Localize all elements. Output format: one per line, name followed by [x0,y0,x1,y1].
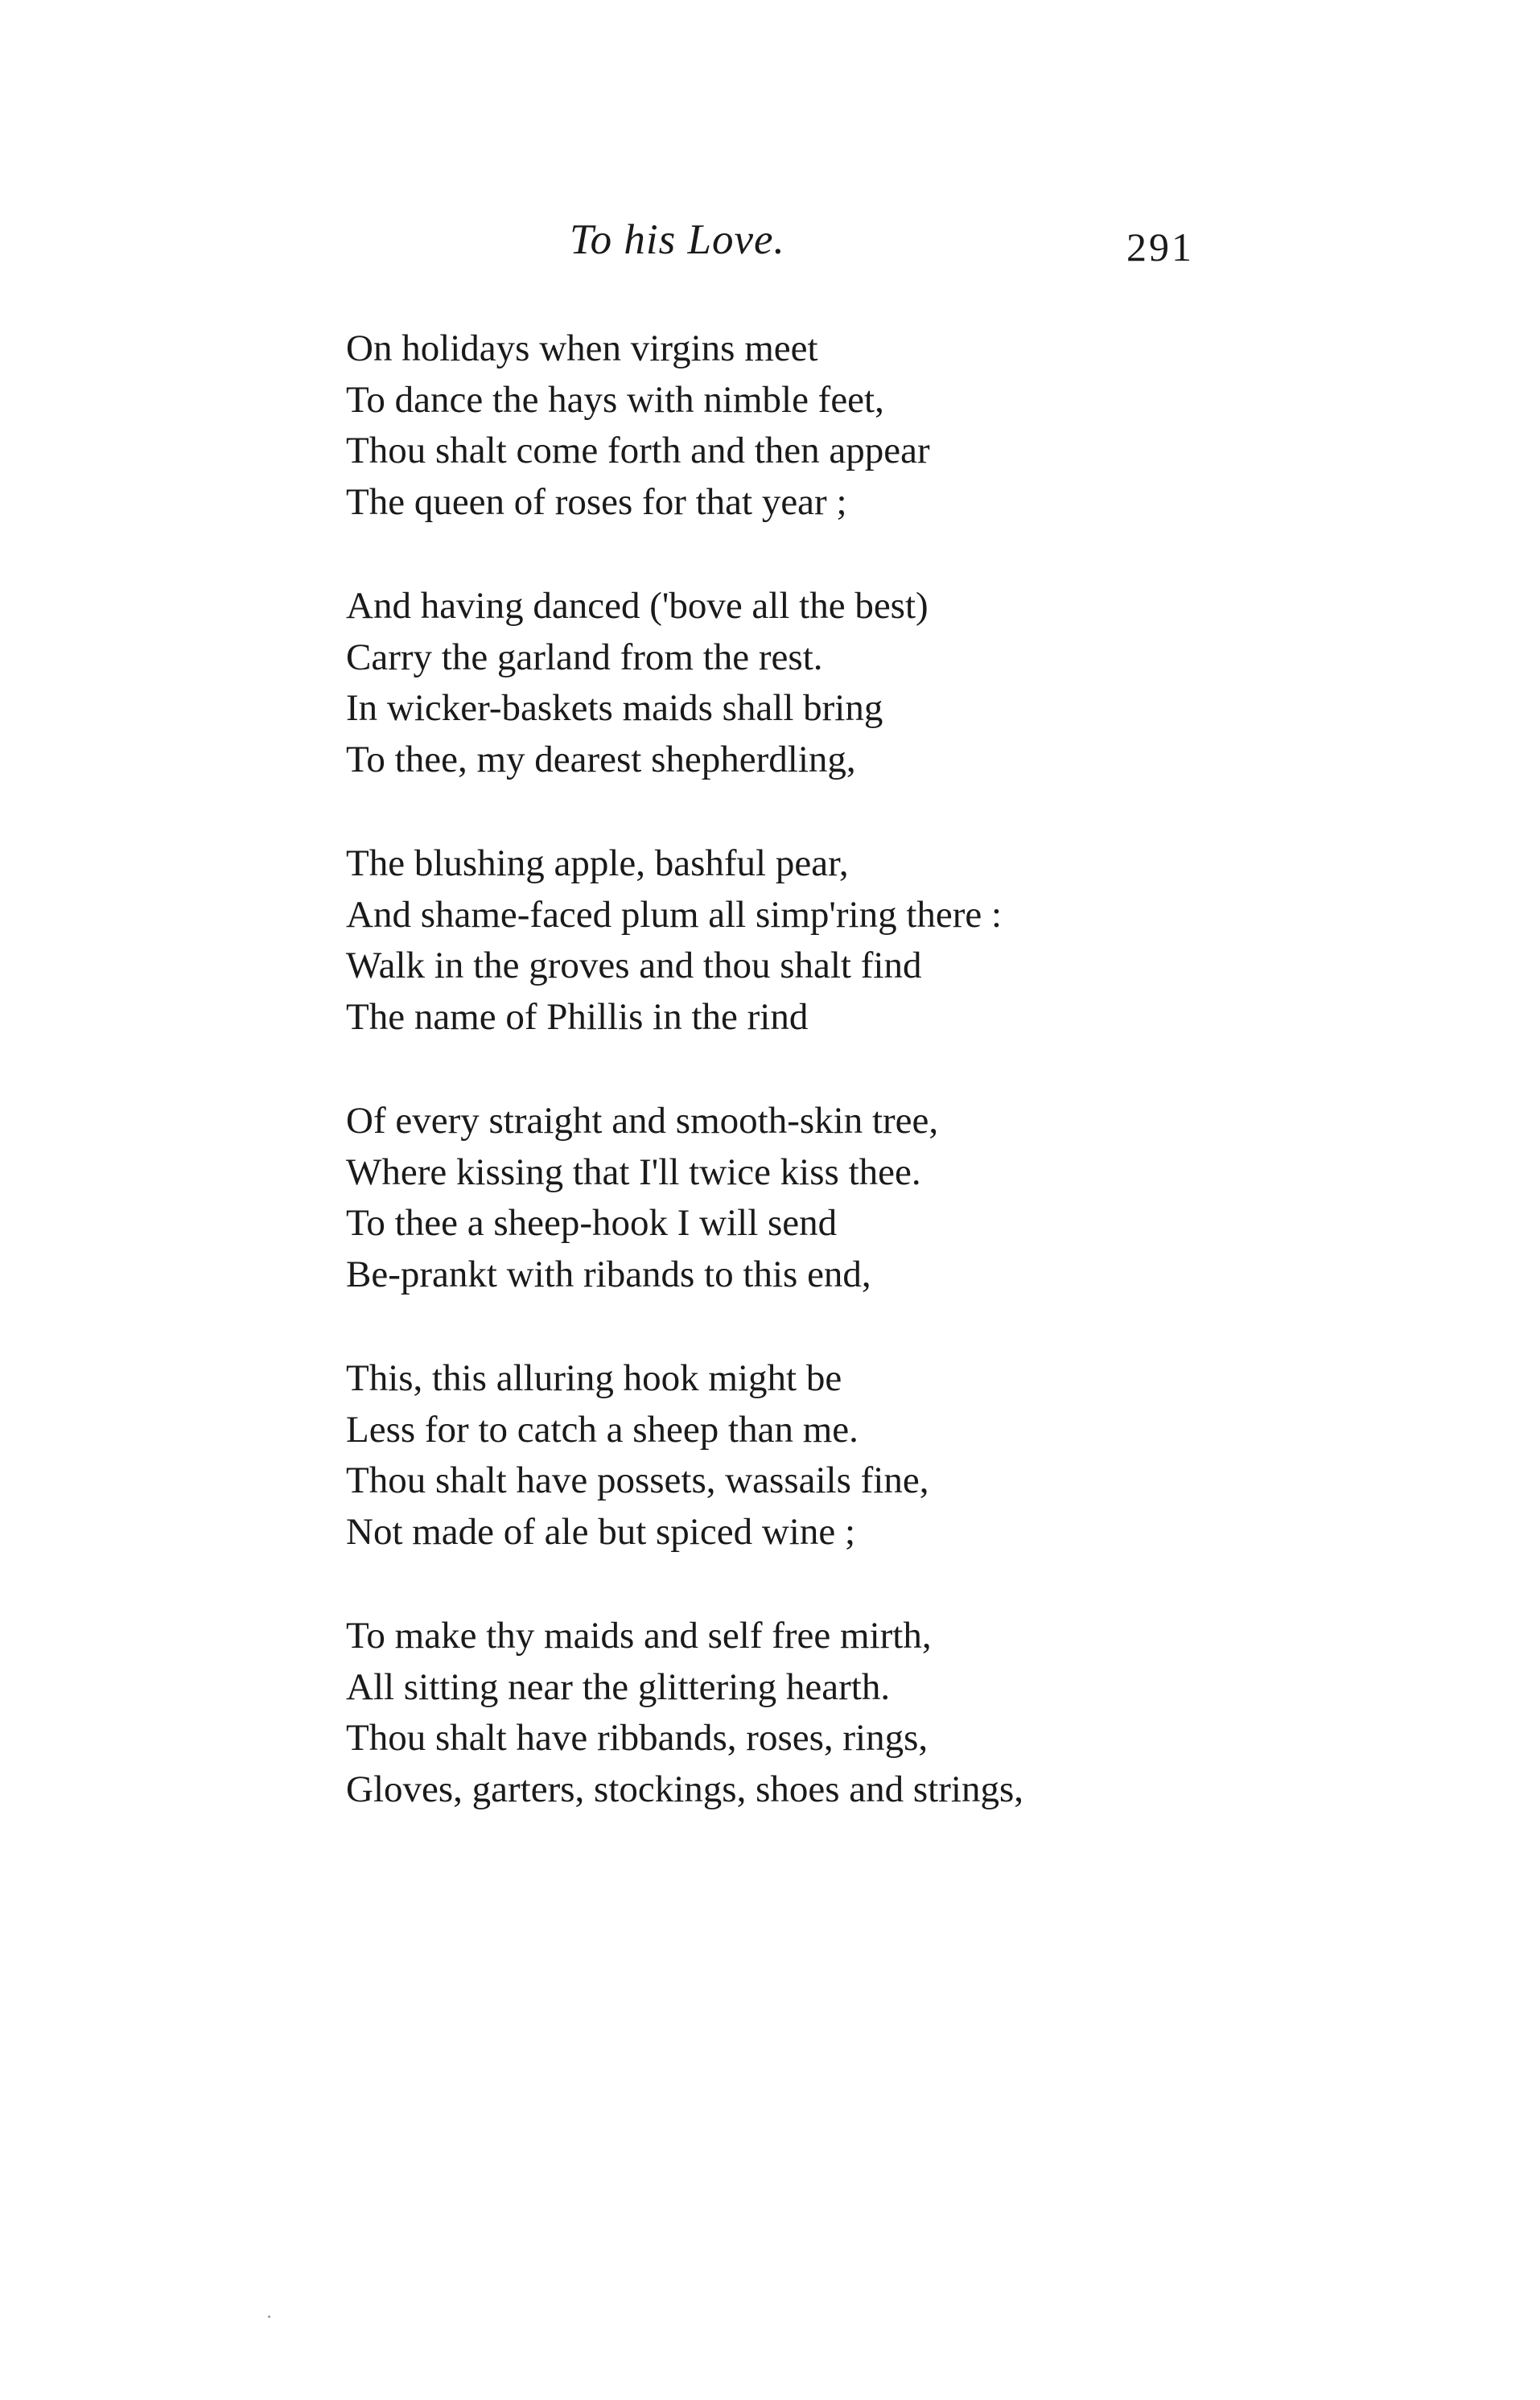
poem-line: All sitting near the glittering hearth. [346,1665,891,1708]
poem-line: To thee a sheep-hook I will send [346,1202,838,1244]
poem-line: To dance the hays with nimble feet, [346,378,884,421]
poem-line: And having danced ('bove all the best) [346,585,929,627]
poem-line: Where kissing that I'll twice kiss thee. [346,1151,921,1193]
poem-line: Be-prankt with ribands to this end, [346,1253,871,1295]
poem-line: On holidays when virgins meet [346,327,818,369]
poem-line: Of every straight and smooth-skin tree, [346,1100,939,1142]
poem-line: This, this alluring hook might be [346,1357,842,1399]
page-number: 291 [1126,224,1194,270]
stanza [346,838,1231,1043]
poem-line: The queen of roses for that year ; [346,480,847,523]
stanza [346,1353,1231,1558]
poem-line: To make thy maids and self free mirth, [346,1615,932,1657]
poem [346,323,1231,1868]
stanza [346,323,1231,528]
poem-line: Thou shalt have ribbands, roses, rings, [346,1717,929,1759]
poem-line: Not made of ale but spiced wine ; [346,1510,856,1553]
poem-line: Less for to catch a sheep than me. [346,1408,859,1451]
stanza [346,1096,1231,1300]
poem-line: The blushing apple, bashful pear, [346,842,849,884]
poem-line: Thou shalt have possets, wassails fine, [346,1459,929,1501]
stanza [346,1611,1231,1815]
poem-line: Thou shalt come forth and then appear [346,430,930,471]
poem-line: Walk in the groves and thou shalt find [346,945,922,986]
poem-line: Gloves, garters, stockings, shoes and strings, [346,1768,1023,1810]
poem-line: In wicker-baskets maids shall bring [346,687,883,729]
stanza [346,581,1231,785]
poem-line: The name of Phillis in the rind [346,995,809,1038]
poem-line: To thee, my dearest shepherdling, [346,738,856,780]
poem-line: Carry the garland from the rest. [346,636,823,678]
poem-line: And shame-faced plum all simp'ring there : [346,893,1003,936]
scan-speck [268,2316,270,2318]
running-title: To his Love. [570,216,785,263]
